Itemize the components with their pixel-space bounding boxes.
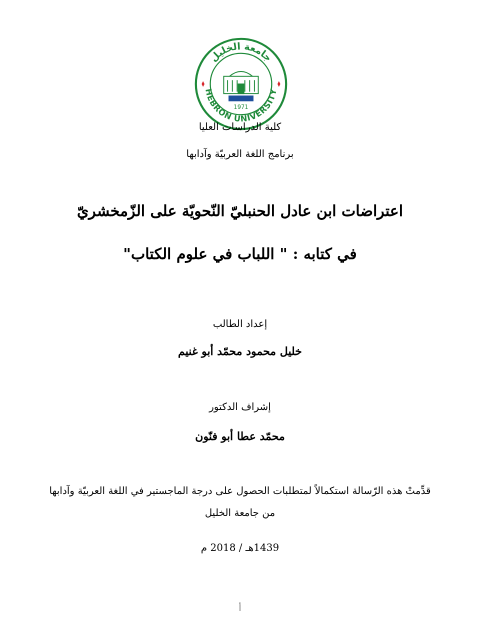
page-number: أ xyxy=(238,604,242,614)
submission-statement: قدِّمتْ هذه الرّسالة استكمالاً لمتطلبات الحصول على درجة الماجستير في اللغة العربيّة وآدابها xyxy=(49,486,431,497)
logo-star-right-icon xyxy=(277,81,280,87)
thesis-title-line-2: في كتابه : " اللباب في علوم الكتاب" xyxy=(123,245,357,263)
logo-year: 1971 xyxy=(233,104,249,111)
submission-university: من جامعة الخليل xyxy=(204,508,276,519)
supervisor-label: إشراف الدكتور xyxy=(209,402,271,413)
student-label: إعداد الطالب xyxy=(212,319,268,330)
hebron-university-logo xyxy=(193,36,289,132)
logo-english-ring-text: HEBRON UNIVERSITY xyxy=(203,87,279,124)
student-name: خليل محمود محمّد أبو غنيم xyxy=(178,345,302,358)
supervisor-name: محمّد عطا أبو فنّون xyxy=(195,430,285,443)
logo-arabic-ring-text: جامعة الخليل xyxy=(208,41,274,65)
logo-star-left-icon xyxy=(202,81,205,87)
logo-building-icon xyxy=(224,72,259,94)
program-name: برنامج اللغة العربيّة وآدابها xyxy=(186,149,294,160)
logo-book-icon xyxy=(229,96,254,102)
thesis-title-line-1: اعتراضات ابن عادل الحنبليّ النّحويّة على الزّمخشريّ xyxy=(76,202,404,220)
submission-date: 1439هـ / 2018 م xyxy=(200,543,280,554)
faculty-name: كلية الدراسات العليا xyxy=(198,122,282,133)
